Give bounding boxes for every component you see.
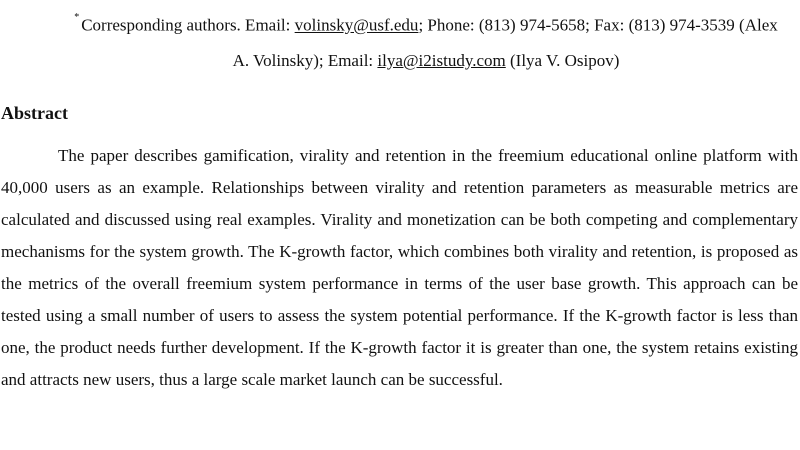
abstract-body: The paper describes gamification, virality and retention in the freemium educational online platform with 40,000 users as an example. Relationships between virality and retention parameters as measurable metrics are calculated and discussed using real examples. Virality and monetization can be both competing and complementary mechanisms for the system growth. The K-growth factor, which combines both virality and retention, is proposed as the metrics of the overall freemium system performance in terms of the user base growth. This approach can be tested using a small number of users to assess the system potential performance. If the K-growth factor is less than one, the product needs further development. If the K-growth factor it is greater than one, the system retains existing and attracts new users, thus a large scale market launch can be successful. (1, 146, 798, 389)
email-link-volinsky[interactable]: volinsky@usf.edu (294, 15, 419, 35)
abstract-heading: Abstract (1, 103, 68, 123)
footnote-contact-text: ; Phone: (813) 974-5658; Fax: (813) 974-3539 (Alex A. Volinsky); Email: (232, 15, 778, 70)
email-link-osipov[interactable]: ilya@i2istudy.com (377, 50, 506, 70)
corresponding-author-footnote (70, 4, 782, 78)
footnote-lead-text: Corresponding authors. Email: (81, 15, 295, 35)
footnote-marker: * (74, 12, 80, 23)
footnote-tail-text: (Ilya V. Osipov) (505, 50, 620, 70)
